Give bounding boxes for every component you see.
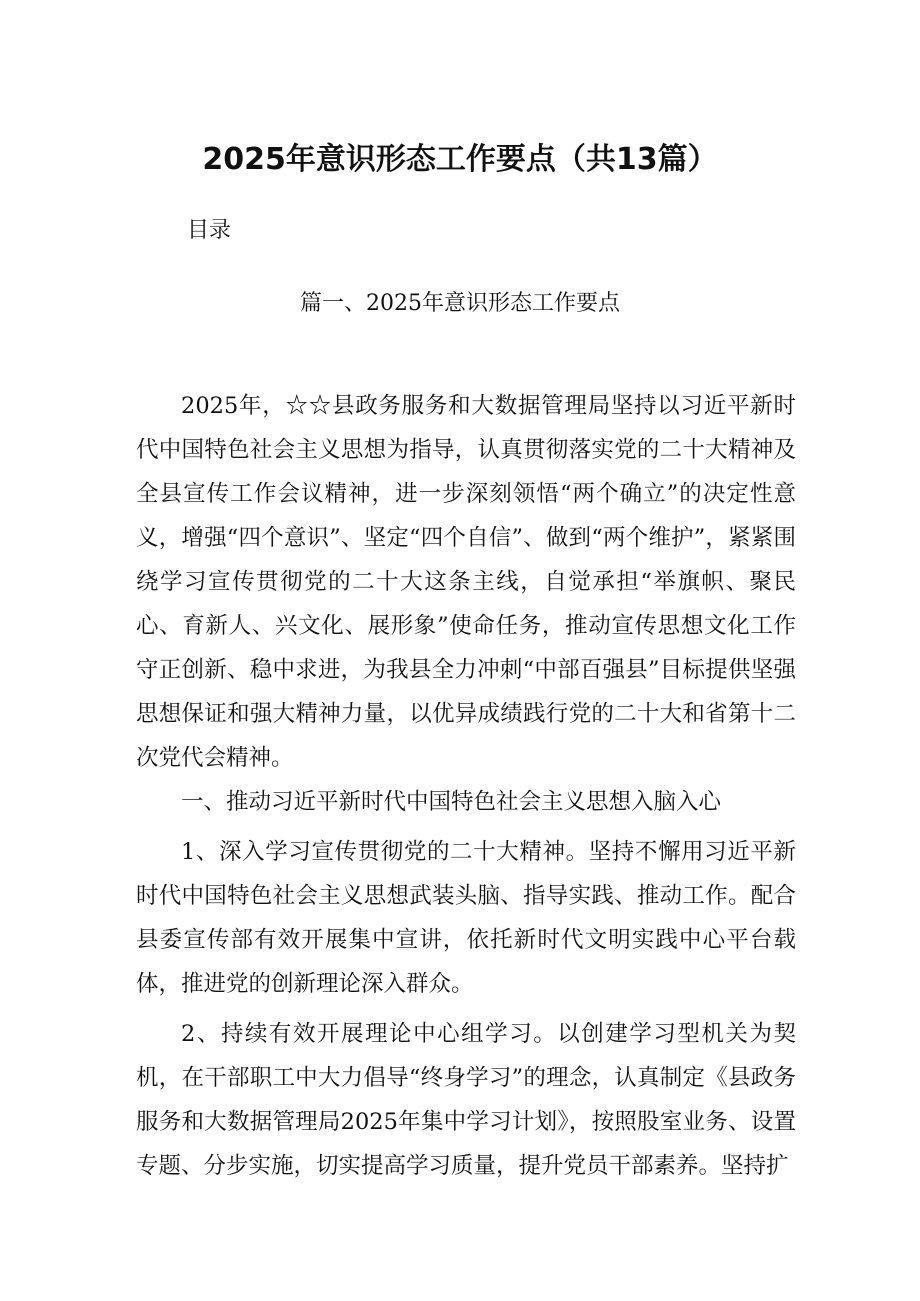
paragraph-item-1: 1、深入学习宣传贯彻党的二十大精神。坚持不懈用习近平新时代中国特色社会主义思想武装头脑、指导实践、推动工作。配合县委宣传部有效开展集中宣讲，依托新时代文明实践中心平台载体，推进党的创新理论深入群众。: [136, 839, 796, 997]
paragraph-heading-1: 一、推动习近平新时代中国特色社会主义思想入脑入心: [181, 789, 722, 815]
toc-label: 目录: [187, 218, 232, 243]
document-title: 2025年意识形态工作要点（共13篇）: [202, 142, 718, 177]
paragraph-intro: 2025年，☆☆县政务服务和大数据管理局坚持以习近平新时代中国特色社会主义思想为指导，认真贯彻落实党的二十大精神及全县宣传工作会议精神，进一步深刻领悟“两个确立”的决定性意义，增强“四个意识”、坚定“四个自信”、做到“两个维护”，紧紧围绕学习宣传贯彻党的二十大这条主线，自觉承担“举旗帜、聚民心、育新人、兴文化、展形象”使命任务，推动宣传思想文化工作守正创新、稳中求进，为我县全力冲刺“中部百强县”目标提供坚强思想保证和强大精神力量，以优异成绩践行党的二十大和省第十二次党代会精神。: [136, 393, 796, 771]
paragraph-item-2: 2、持续有效开展理论中心组学习。以创建学习型机关为契机，在干部职工中大力倡导“终身学习”的理念，认真制定《县政务服务和大数据管理局2025年集中学习计划》，按照股室业务、设置专题、分步实施，切实提高学习质量，提升党员干部素养。坚持扩: [136, 1021, 796, 1179]
section-heading: 篇一、2025年意识形态工作要点: [300, 291, 620, 316]
body-text: [136, 384, 796, 1188]
